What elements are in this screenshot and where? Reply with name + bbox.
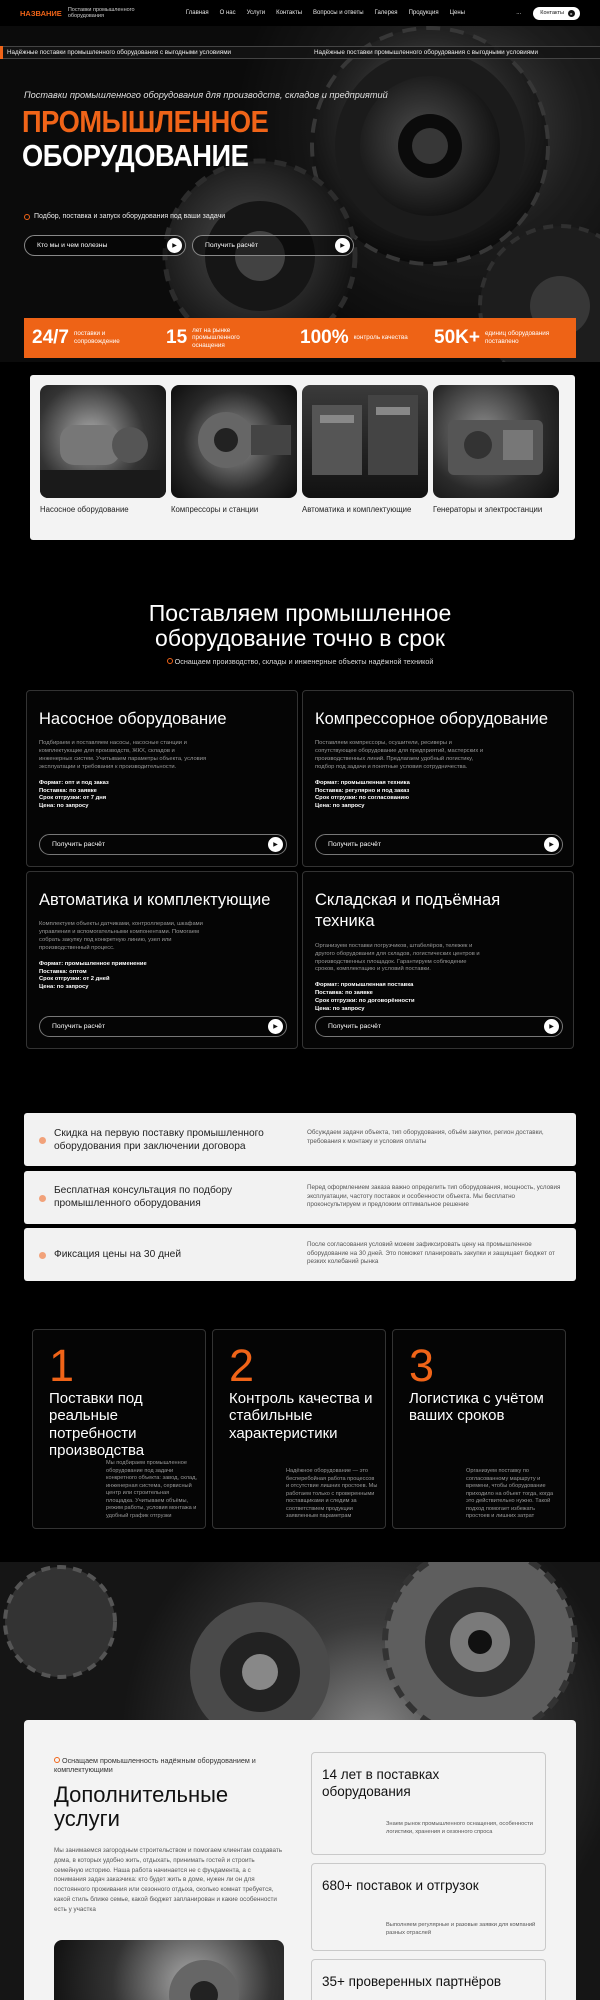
- advantage-number: 3: [409, 1340, 435, 1391]
- hero-note: [24, 213, 225, 220]
- bullet-dot-icon: [39, 1252, 46, 1259]
- spec-line: Цена: по запросу: [39, 984, 89, 991]
- service-specs: [39, 961, 285, 992]
- panel-image: [54, 1940, 284, 2000]
- hero-note-text: Подбор, поставка и запуск оборудования под ваши задачи: [34, 213, 226, 220]
- fact-card: [311, 1863, 546, 1951]
- spec-line: Формат: опт и под заказ: [39, 779, 109, 786]
- advantage-card: [392, 1329, 566, 1529]
- menu-item-faq[interactable]: Вопросы и ответы: [313, 10, 364, 16]
- top-navigation: [0, 0, 600, 26]
- offer-title: Скидка на первую поставку промышленного оборудования при заключении договора: [54, 1128, 264, 1153]
- menu-item-products[interactable]: Продукция: [408, 10, 439, 16]
- stats-bar: [24, 318, 576, 358]
- fact-card: [311, 1959, 546, 2000]
- service-title: Насосное оборудование: [39, 710, 227, 728]
- stat-value: 15: [166, 326, 188, 348]
- section-title-line1: Поставляем промышленное: [148, 600, 452, 626]
- service-card-automation: [26, 871, 298, 1049]
- offer-item[interactable]: [24, 1228, 576, 1281]
- hero-title-line2: ОБОРУДОВАНИЕ: [22, 138, 249, 173]
- menu-item-services[interactable]: Услуги: [246, 10, 266, 16]
- more-menu-button[interactable]: ...: [516, 10, 522, 16]
- ticker-accent-mark: [0, 46, 3, 59]
- stat-label: контроль качества: [353, 334, 408, 342]
- advantage-description: Организуем поставку по согласованному маршруту и времени, чтобы оборудование приходило на объект тогда, когда это действительно нужно. Такой подход помогает избежать простоев и лишних затрат: [466, 1468, 554, 1520]
- stat-value: 100%: [300, 327, 349, 348]
- advantage-description: Надёжное оборудование — это бесперебойная работа процессов и отсутствие лишних простоев. Мы работаем только с проверенными поставщиками и следим за соответствием продукции заявленным параметрам: [286, 1468, 378, 1520]
- panel-text: Мы занимаемся загородным строительством и помогаем клиентам создавать дома, в которых удобно жить, отдыхать, принимать гостей и строить семейную историю. Наша работа начинается не с фундамента, а с понимания задач заказчика: кто будет жить в доме, нужен ли он для постоянного проживания или сезонного отдыха, сколько комнат требуется, какой стиль ближе семье, какой бюджет запланирован и какие особенности есть у участка: [54, 1847, 283, 1913]
- get-quote-button-label: Получить расчёт: [328, 841, 382, 848]
- get-quote-button[interactable]: [192, 235, 354, 256]
- product-image-automation[interactable]: [302, 385, 428, 498]
- spec-line: Поставка: по заявке: [39, 787, 97, 794]
- spec-line: Срок отгрузки: по согласованию: [315, 795, 410, 802]
- stat-label: лет на рынке промышленного оснащения: [192, 326, 240, 349]
- service-card-compressors: [302, 690, 574, 867]
- hero-background-image: [0, 26, 600, 362]
- menu-item-home[interactable]: Главная: [185, 10, 209, 16]
- spec-line: Срок отгрузки: по договорённости: [315, 997, 415, 1004]
- advantage-title: Поставки под реальные потребности производства: [49, 1390, 145, 1459]
- product-label-compressors[interactable]: Компрессоры и станции: [171, 505, 259, 514]
- stat-item: [166, 327, 300, 350]
- panel-note: [54, 1756, 284, 1775]
- panel-title: Дополнительные услуги: [54, 1782, 229, 1832]
- get-quote-button-label: Получить расчёт: [328, 1023, 382, 1030]
- panel-note-text: Оснащаем промышленность надёжным оборудованием и комплектующими: [54, 1756, 256, 1775]
- service-description: Организуем поставки погрузчиков, штабелёров, тележек и другого оборудования для складов, логистических центров и производственных площадок. Гарантируем соблюдение сроков, комплектацию и условий поставки.: [315, 942, 480, 973]
- hero-title-line1: ПРОМЫШЛЕННОЕ: [22, 104, 269, 139]
- service-title: Автоматика и комплектующие: [39, 891, 271, 909]
- stat-label: поставки и сопровождение: [73, 330, 120, 345]
- offer-title: Фиксация цены на 30 дней: [54, 1249, 182, 1260]
- advantage-number: 1: [49, 1340, 75, 1391]
- bullet-circle-icon: [24, 214, 30, 220]
- offer-description: Перед оформлением заказа важно определить тип оборудования, мощность, условия эксплуатации, частоту поставок и особенности объекта. Мы бесплатно проконсультируем и предложим оптимальное решение: [307, 1184, 561, 1208]
- arrow-right-icon: ▶: [268, 1019, 283, 1034]
- fact-card: [311, 1752, 546, 1855]
- main-menu: [186, 10, 465, 16]
- product-label-pumps[interactable]: Насосное оборудование: [40, 505, 129, 514]
- service-specs: [39, 780, 285, 811]
- offer-description: Обсуждаем задачи объекта, тип оборудования, объём закупки, регион доставки, требования к монтажу и условия оплаты: [307, 1129, 544, 1145]
- arrow-right-icon: ▶: [335, 238, 350, 253]
- about-us-button-label: Кто мы и чем полезны: [37, 242, 108, 249]
- site-tagline: Поставки промышленного оборудования: [67, 7, 135, 19]
- service-title: Складская и подъёмная техника: [315, 891, 501, 931]
- bullet-dot-icon: [39, 1137, 46, 1144]
- service-card-warehouse: [302, 871, 574, 1049]
- ticker-text-right: Надёжные поставки промышленного оборудования с выгодными условиями: [313, 49, 538, 56]
- stat-value: 24/7: [32, 327, 69, 348]
- bullet-circle-icon: [167, 658, 173, 664]
- additional-services-panel: [24, 1720, 576, 2000]
- menu-item-contacts[interactable]: Контакты: [276, 10, 303, 16]
- arrow-right-icon: ▸: [568, 10, 575, 17]
- contacts-button-label: Контакты: [540, 10, 564, 16]
- spec-line: Поставка: регулярно и под заказ: [315, 787, 410, 794]
- service-specs: [315, 982, 561, 1013]
- stat-value: 50K+: [434, 327, 480, 348]
- site-logo[interactable]: НАЗВАНИЕ: [20, 8, 62, 18]
- spec-line: Цена: по запросу: [315, 803, 365, 810]
- get-quote-button-label: Получить расчёт: [205, 242, 259, 249]
- get-quote-button[interactable]: [315, 1016, 563, 1037]
- service-description: Подбираем и поставляем насосы, насосные станции и комплектующие для производств, ЖКХ, складов и инженерных систем. Учитываем параметры объекта, условия эксплуатации и требования к производительности.: [39, 740, 207, 770]
- arrow-right-icon: ▶: [544, 1019, 559, 1034]
- spec-line: Поставка: оптом: [39, 968, 87, 975]
- stat-item: [32, 327, 166, 349]
- get-quote-button-label: Получить расчёт: [52, 1023, 106, 1030]
- ticker-text-left: Надёжные поставки промышленного оборудования с выгодными условиями: [7, 49, 232, 56]
- advantage-title: Контроль качества и стабильные характеристики: [229, 1390, 373, 1442]
- fact-description: Знаем рынок промышленного оснащения, особенности логистики, хранения и сезонного спроса: [386, 1821, 533, 1835]
- offer-description: После согласования условий можем зафиксировать цену на промышленное оборудование на 30 дней. Это поможет планировать закупки и защищает бюджет от резких колебаний рынка: [307, 1241, 555, 1265]
- service-card-pumps: [26, 690, 298, 867]
- spec-line: Формат: промышленная техника: [315, 779, 410, 786]
- get-quote-button[interactable]: [315, 834, 563, 855]
- product-label-automation[interactable]: Автоматика и комплектующие: [302, 505, 412, 514]
- offer-item[interactable]: [24, 1171, 576, 1224]
- section-title-line2: оборудование точно в срок: [155, 625, 445, 651]
- stat-item: [434, 327, 568, 349]
- spec-line: Цена: по запросу: [315, 1005, 365, 1012]
- spec-line: Срок отгрузки: от 7 дня: [39, 795, 107, 802]
- product-label-generators[interactable]: Генераторы и электростанции: [433, 505, 543, 514]
- fact-title: 14 лет в поставках оборудования: [322, 1767, 440, 1799]
- service-specs: [315, 780, 561, 811]
- spec-line: Формат: промышленное применение: [39, 960, 147, 967]
- hero-subtitle: Поставки промышленного оборудования для производств, складов и предприятий: [24, 90, 388, 100]
- menu-item-prices[interactable]: Цены: [449, 10, 465, 16]
- contacts-button[interactable]: [533, 7, 580, 20]
- service-title: Компрессорное оборудование: [315, 710, 549, 728]
- get-quote-button-label: Получить расчёт: [52, 841, 106, 848]
- product-image-pumps[interactable]: [40, 385, 166, 498]
- stat-label: единиц оборудования поставлено: [484, 330, 550, 345]
- advantage-number: 2: [229, 1340, 255, 1391]
- marquee-ticker: [0, 46, 600, 59]
- bullet-dot-icon: [39, 1195, 46, 1202]
- service-description: Поставляем компрессоры, осушители, ресиверы и сопутствующее оборудование для предприятий, мастерских и производственных линий. Предлагаем удобный логистику, подбор под задачи и понятные условия сотрудничества.: [315, 740, 484, 770]
- section-subtitle-text: Оснащаем производство, склады и инженерные объекты надёжной техникой: [174, 657, 434, 666]
- fact-description: Выполняем регулярные и разовые заявки для компаний разных отраслей: [386, 1922, 536, 1936]
- arrow-right-icon: ▶: [544, 837, 559, 852]
- advantage-title: Логистика с учётом ваших сроков: [409, 1390, 544, 1425]
- section-subtitle: [0, 657, 600, 666]
- advantage-card: [32, 1329, 206, 1529]
- arrow-right-icon: ▶: [268, 837, 283, 852]
- product-image-generators[interactable]: [433, 385, 559, 498]
- service-description: Комплектуем объекты датчиками, контроллерами, шкафами управления и вспомогательными компонентами. Помогаем собрать закупку под конкретную линию, узел или производственный процесс.: [39, 921, 203, 951]
- advantage-card: [212, 1329, 386, 1529]
- stat-item: [300, 327, 434, 349]
- get-quote-button[interactable]: [39, 1016, 287, 1037]
- offer-title: Бесплатная консультация по подбору промышленного оборудования: [54, 1185, 233, 1210]
- fact-title: 35+ проверенных партнёров: [322, 1974, 502, 1989]
- menu-item-about[interactable]: О нас: [219, 10, 236, 16]
- bullet-circle-icon: [54, 1757, 60, 1763]
- product-image-compressors[interactable]: [171, 385, 297, 498]
- arrow-right-icon: ▶: [167, 238, 182, 253]
- product-categories-panel: [30, 375, 575, 540]
- offer-item[interactable]: [24, 1113, 576, 1166]
- spec-line: Срок отгрузки: от 2 дней: [39, 976, 110, 983]
- get-quote-button[interactable]: [39, 834, 287, 855]
- menu-item-gallery[interactable]: Галерея: [374, 10, 398, 16]
- fact-title: 680+ поставок и отгрузок: [322, 1878, 479, 1893]
- spec-line: Поставка: по заявке: [315, 989, 373, 996]
- spec-line: Формат: промышленная поставка: [315, 982, 414, 989]
- advantage-description: Мы подбираем промышленное оборудование под задачи конкретного объекта: завод, склад, инженерная система, сервисный центр или строительная площадка. Учитываем объёмы, режим работы, условия монтажа и удобный график отгрузки: [106, 1460, 197, 1519]
- about-us-button[interactable]: [24, 235, 186, 256]
- spec-line: Цена: по запросу: [39, 803, 89, 810]
